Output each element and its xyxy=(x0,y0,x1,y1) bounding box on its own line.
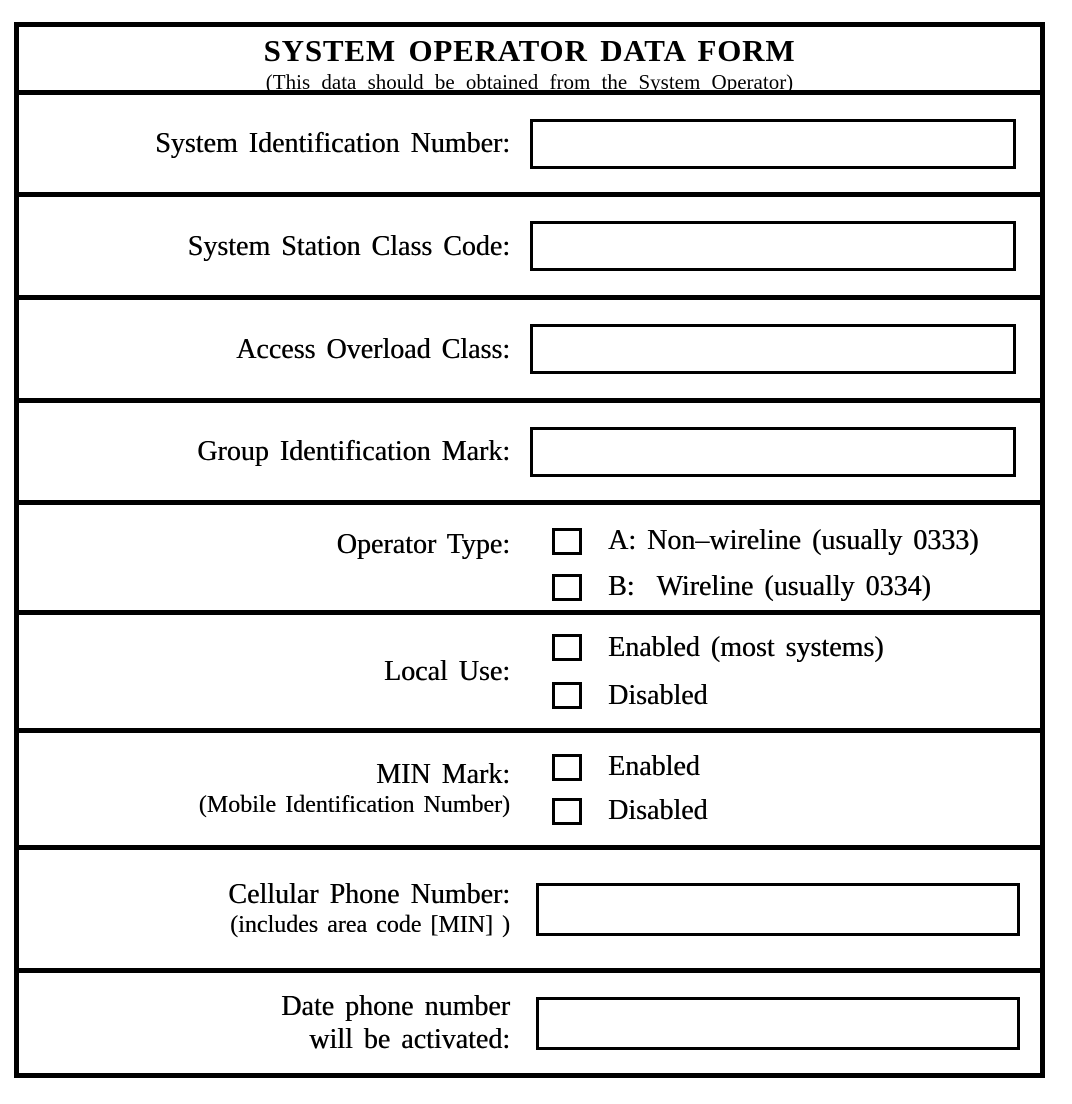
field-cell xyxy=(514,973,1040,1073)
label-cell xyxy=(19,733,514,845)
min-mark-disabled-checkbox[interactable] xyxy=(552,798,582,825)
access-overload-class-label: Access Overload Class: xyxy=(236,333,510,365)
activation-date-input[interactable] xyxy=(536,997,1020,1050)
field-cell xyxy=(514,505,1040,610)
field-cell xyxy=(514,403,1040,500)
min-mark-label: MIN Mark: xyxy=(376,759,510,790)
row-system-identification-number xyxy=(19,90,1040,192)
min-mark-option-enabled[interactable] xyxy=(552,751,708,783)
field-cell xyxy=(514,95,1040,192)
cellular-phone-number-input[interactable] xyxy=(536,883,1020,936)
row-group-identification-mark xyxy=(19,398,1040,500)
system-identification-number-label: System Identification Number: xyxy=(155,128,510,159)
label-cell xyxy=(19,300,514,398)
label-cell xyxy=(19,95,514,192)
min-mark-enabled-label: Enabled xyxy=(608,751,700,782)
row-min-mark xyxy=(19,728,1040,845)
local-use-enabled-label: Enabled (most systems) xyxy=(608,631,884,663)
form-header xyxy=(19,27,1040,94)
form-subtitle: (This data should be obtained from the System Operator) xyxy=(265,70,794,94)
label-cell xyxy=(19,850,514,968)
min-mark-disabled-label: Disabled xyxy=(608,795,708,826)
operator-type-a-checkbox[interactable] xyxy=(552,528,582,555)
min-mark-enabled-checkbox[interactable] xyxy=(552,754,582,781)
operator-type-label: Operator Type: xyxy=(336,529,510,560)
row-system-station-class-code xyxy=(19,192,1040,295)
operator-type-b-label: B: Wireline (usually 0334) xyxy=(608,571,931,602)
local-use-option-enabled[interactable] xyxy=(552,632,884,664)
row-cellular-phone-number xyxy=(19,845,1040,968)
cellular-phone-number-sublabel: (includes area code [MIN] ) xyxy=(230,912,510,938)
min-mark-option-disabled[interactable] xyxy=(552,795,708,827)
system-identification-number-input[interactable] xyxy=(530,119,1016,169)
operator-type-options xyxy=(514,525,979,603)
local-use-option-disabled[interactable] xyxy=(552,680,884,712)
operator-type-option-a[interactable] xyxy=(552,525,979,557)
system-station-class-code-label: System Station Class Code: xyxy=(187,230,510,262)
row-operator-type xyxy=(19,500,1040,610)
label-cell xyxy=(19,505,514,610)
label-cell xyxy=(19,615,514,728)
local-use-disabled-label: Disabled xyxy=(608,679,708,711)
group-identification-mark-input[interactable] xyxy=(530,427,1016,477)
cellular-phone-number-label: Cellular Phone Number: xyxy=(228,879,510,910)
label-cell xyxy=(19,403,514,500)
local-use-enabled-checkbox[interactable] xyxy=(552,634,582,661)
activation-date-label-line2: will be activated: xyxy=(309,1024,510,1055)
operator-type-option-b[interactable] xyxy=(552,571,979,603)
operator-type-b-checkbox[interactable] xyxy=(552,574,582,601)
system-station-class-code-input[interactable] xyxy=(530,221,1016,271)
local-use-label: Local Use: xyxy=(383,656,510,687)
row-access-overload-class xyxy=(19,295,1040,398)
local-use-disabled-checkbox[interactable] xyxy=(552,682,582,709)
field-cell xyxy=(514,300,1040,398)
system-operator-data-form xyxy=(14,22,1045,1078)
field-cell xyxy=(514,197,1040,295)
label-cell xyxy=(19,197,514,295)
row-activation-date xyxy=(19,968,1040,1073)
access-overload-class-input[interactable] xyxy=(530,324,1016,374)
row-local-use xyxy=(19,610,1040,728)
group-identification-mark-label: Group Identification Mark: xyxy=(197,436,510,467)
activation-date-label-line1: Date phone number xyxy=(281,991,510,1022)
field-cell xyxy=(514,733,1040,845)
min-mark-options xyxy=(514,751,708,827)
field-cell xyxy=(514,850,1040,968)
label-cell xyxy=(19,973,514,1073)
operator-type-a-label: A: Non–wireline (usually 0333) xyxy=(608,525,979,556)
field-cell xyxy=(514,615,1040,728)
min-mark-sublabel: (Mobile Identification Number) xyxy=(198,792,510,818)
form-title: SYSTEM OPERATOR DATA FORM xyxy=(263,33,796,68)
local-use-options xyxy=(514,632,884,712)
